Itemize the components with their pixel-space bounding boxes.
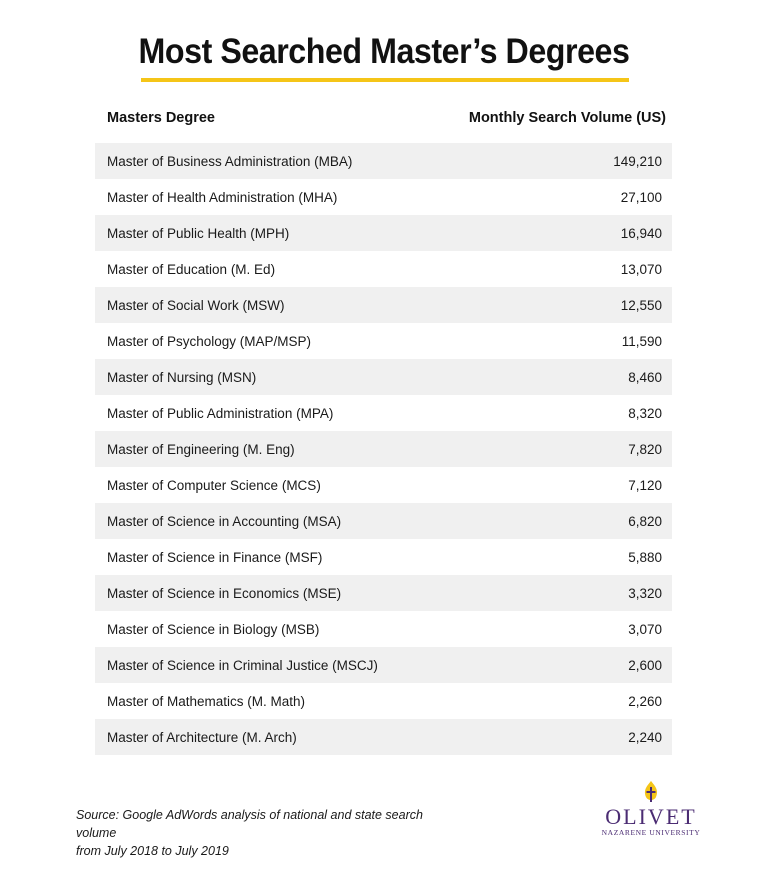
degree-cell: Master of Nursing (MSN) [107, 369, 257, 385]
degree-cell: Master of Mathematics (M. Math) [107, 693, 306, 709]
table-row [95, 683, 672, 719]
degree-cell: Master of Public Health (MPH) [107, 225, 290, 241]
degree-table [95, 143, 672, 755]
source-note [76, 806, 456, 860]
table-row [95, 719, 672, 755]
page-title: Most Searched Master’s Degrees [138, 32, 630, 71]
volume-cell: 7,820 [628, 441, 662, 457]
olivet-logo [596, 780, 706, 840]
table-row [95, 467, 672, 503]
source-line-1: Source: Google AdWords analysis of national and state search volume [76, 808, 423, 840]
header-degree: Masters Degree [107, 110, 215, 126]
volume-cell: 6,820 [628, 513, 662, 529]
table-row [95, 575, 672, 611]
degree-cell: Master of Science in Finance (MSF) [107, 549, 323, 565]
volume-cell: 149,210 [613, 153, 662, 169]
table-row [95, 647, 672, 683]
degree-cell: Master of Health Administration (MHA) [107, 189, 338, 205]
table-row [95, 359, 672, 395]
table-row [95, 431, 672, 467]
table-row [95, 287, 672, 323]
title-underline [141, 78, 629, 82]
table-row [95, 503, 672, 539]
table-row [95, 179, 672, 215]
degree-cell: Master of Psychology (MAP/MSP) [107, 333, 312, 349]
volume-cell: 8,320 [628, 405, 662, 421]
volume-cell: 8,460 [628, 369, 662, 385]
degree-cell: Master of Science in Criminal Justice (MSCJ) [107, 657, 378, 673]
degree-cell: Master of Computer Science (MCS) [107, 477, 321, 493]
table-row [95, 323, 672, 359]
volume-cell: 5,880 [628, 549, 662, 565]
degree-cell: Master of Social Work (MSW) [107, 297, 285, 313]
logo-subtitle: NAZARENE UNIVERSITY [601, 828, 701, 837]
table-row [95, 143, 672, 179]
volume-cell: 7,120 [628, 477, 662, 493]
volume-cell: 3,070 [628, 621, 662, 637]
table-row [95, 539, 672, 575]
volume-cell: 2,260 [628, 693, 662, 709]
degree-cell: Master of Business Administration (MBA) [107, 153, 353, 169]
table-row [95, 251, 672, 287]
table-header [95, 110, 672, 132]
table-row [95, 215, 672, 251]
flame-cross-icon [640, 780, 662, 806]
degree-cell: Master of Science in Biology (MSB) [107, 621, 320, 637]
volume-cell: 11,590 [621, 333, 662, 349]
degree-cell: Master of Architecture (M. Arch) [107, 729, 297, 745]
degree-cell: Master of Public Administration (MPA) [107, 405, 334, 421]
degree-cell: Master of Science in Accounting (MSA) [107, 513, 342, 529]
volume-cell: 2,600 [628, 657, 662, 673]
volume-cell: 12,550 [620, 297, 662, 313]
header-volume: Monthly Search Volume (US) [468, 110, 666, 126]
degree-cell: Master of Education (M. Ed) [107, 261, 276, 277]
volume-cell: 27,100 [620, 189, 662, 205]
table-row [95, 395, 672, 431]
degree-cell: Master of Engineering (M. Eng) [107, 441, 295, 457]
volume-cell: 16,940 [620, 225, 662, 241]
volume-cell: 2,240 [628, 729, 662, 745]
source-line-2: from July 2018 to July 2019 [76, 844, 229, 858]
volume-cell: 13,070 [620, 261, 662, 277]
degree-cell: Master of Science in Economics (MSE) [107, 585, 342, 601]
volume-cell: 3,320 [628, 585, 662, 601]
logo-name: OLIVET [605, 804, 697, 829]
table-row [95, 611, 672, 647]
